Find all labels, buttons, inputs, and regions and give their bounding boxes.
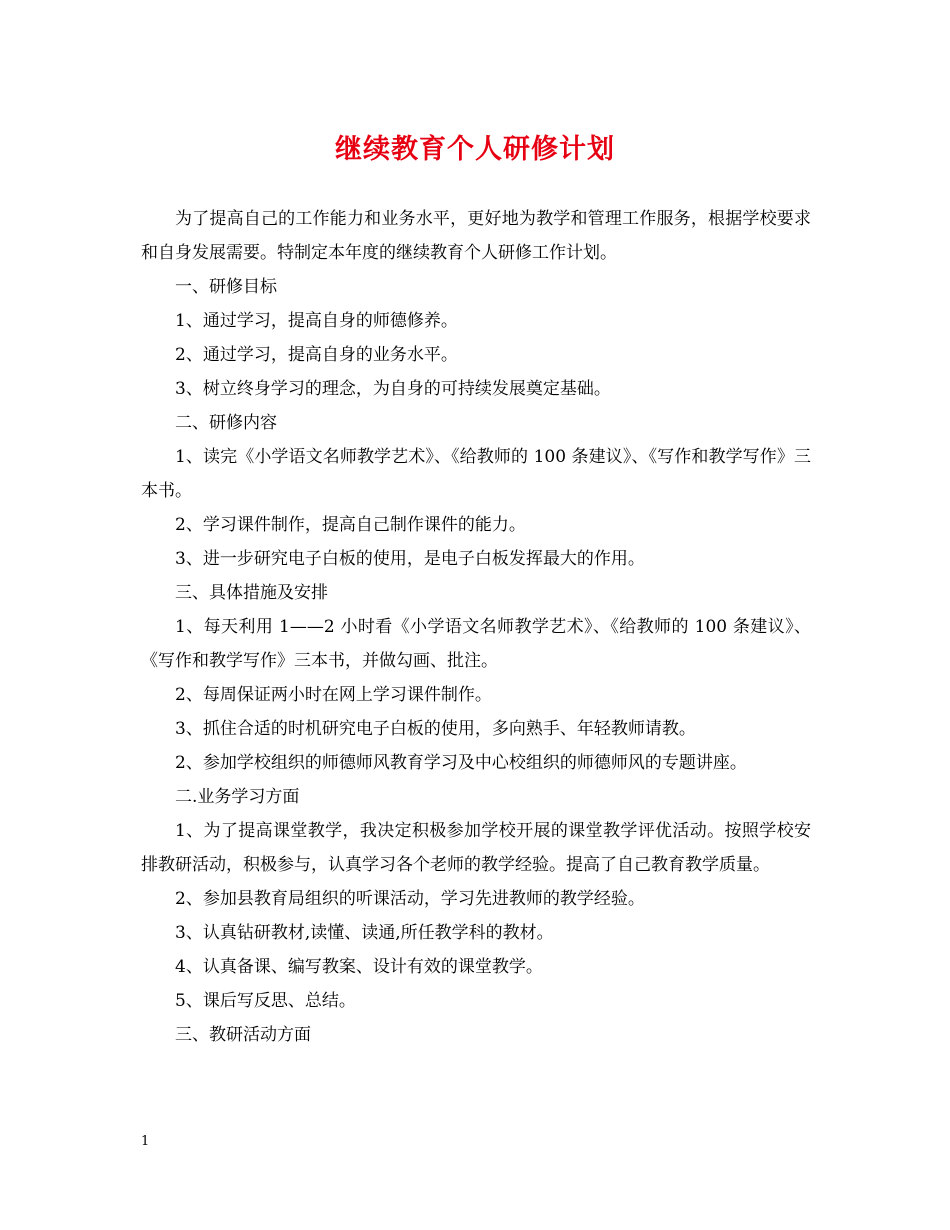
page-number: 1 (141, 1134, 150, 1149)
section-heading-measures: 三、具体措施及安排 (175, 583, 328, 603)
paragraph-intro: 为了提高自己的工作能力和业务水平，更好地为教学和管理工作服务，根据学校要求和自身发展需要。特制定本年度的继续教育个人研修工作计划。 (141, 209, 811, 263)
list-item: 1、为了提高课堂教学，我决定积极参加学校开展的课堂教学评优活动。按照学校安排教研活动，积极参与，认真学习各个老师的教学经验。提高了自己教育教学质量。 (141, 821, 811, 875)
list-item: 5、课后写反思、总结。 (175, 991, 356, 1011)
list-item: 1、通过学习，提高自身的师德修养。 (175, 311, 458, 331)
list-item: 2、通过学习，提高自身的业务水平。 (175, 345, 458, 365)
list-item: 3、抓住合适的时机研究电子白板的使用，多向熟手、年轻教师请教。 (175, 719, 696, 739)
list-item: 3、认真钻研教材,读懂、读通,所任教学科的教材。 (175, 923, 554, 943)
list-item: 2、参加学校组织的师德师风教育学习及中心校组织的师德师风的专题讲座。 (175, 753, 747, 773)
list-item: 1、每天利用 1——2 小时看《小学语文名师教学艺术》、《给教师的 100 条建议》、《写作和教学写作》三本书，并做勾画、批注。 (141, 617, 811, 671)
list-item: 2、参加县教育局组织的听课活动，学习先进教师的教学经验。 (175, 889, 645, 909)
list-item: 2、学习课件制作，提高自己制作课件的能力。 (175, 515, 526, 535)
section-heading-business-study: 二.业务学习方面 (175, 787, 300, 807)
list-item: 1、读完《小学语文名师教学艺术》、《给教师的 100 条建议》、《写作和教学写作》三本书。 (141, 447, 811, 501)
document-title: 继续教育个人研修计划 (335, 134, 615, 165)
list-item: 4、认真备课、编写教案、设计有效的课堂教学。 (175, 957, 543, 977)
document-body (141, 202, 811, 1052)
section-heading-goals: 一、研修目标 (175, 277, 277, 297)
section-heading-research-activities: 三、教研活动方面 (175, 1025, 311, 1045)
list-item: 3、进一步研究电子白板的使用，是电子白板发挥最大的作用。 (175, 549, 645, 569)
section-heading-content: 二、研修内容 (175, 413, 277, 433)
list-item: 2、每周保证两小时在网上学习课件制作。 (175, 685, 492, 705)
list-item: 3、树立终身学习的理念，为自身的可持续发展奠定基础。 (175, 379, 611, 399)
